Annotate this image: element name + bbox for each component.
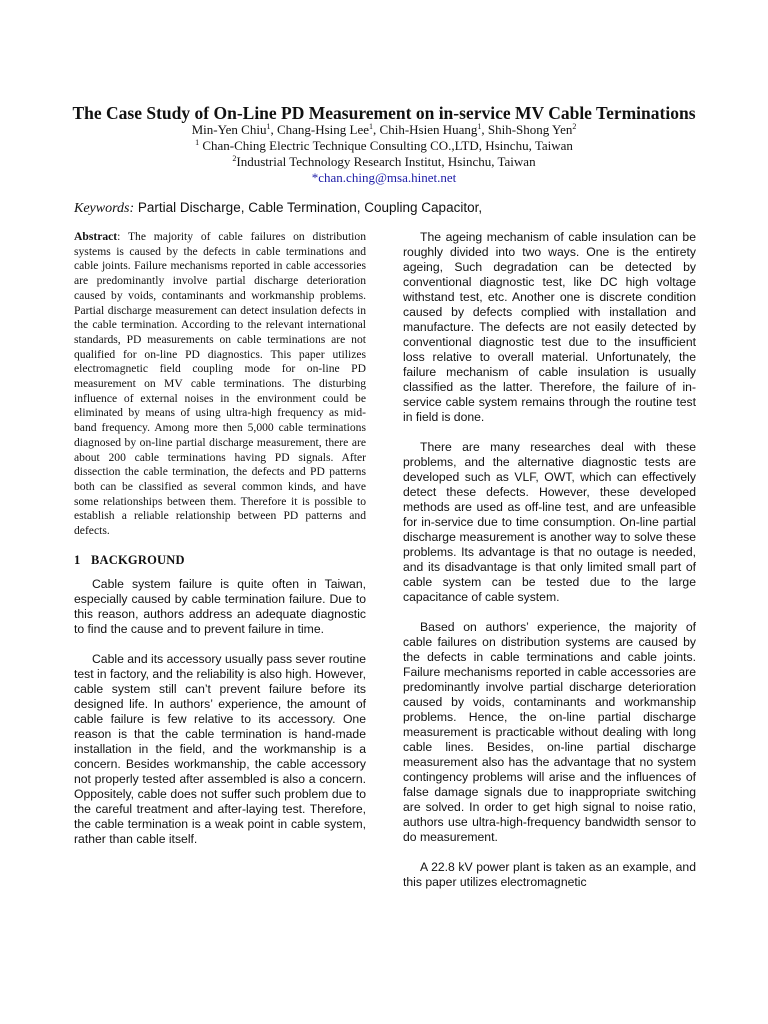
author-name: Chih-Hsien Huang: [379, 122, 478, 137]
body-paragraph: Based on authors’ experience, the majority of cable failures on distribution systems are caused by the defects in cable terminations and cable joints. Failure mechanisms reported in cable accessories are predominantly involve partial discharge deterioration caused by voids, contaminants and workmanship problems. Hence, the on-line partial discharge measurement is practicable without dealing with long cable lines. Besides, on-line partial discharge measurement also has the advantage that no system contingency problems will arise and the influences of false damage signals due to inappropriate switching are solved. In order to get high signal to noise ratio, authors use ultra-high-frequency bandwidth sensor to do measurement.: [403, 620, 696, 844]
section-number: 1: [74, 552, 81, 567]
affiliation-line: [0, 138, 768, 154]
spacer: [74, 637, 366, 652]
affiliation-text: Chan-Ching Electric Technique Consulting CO.,LTD, Hsinchu, Taiwan: [199, 138, 573, 153]
paper-title: The Case Study of On-Line PD Measurement on in-service MV Cable Terminations: [72, 103, 696, 123]
section-heading: [74, 550, 366, 570]
spacer: [403, 425, 696, 440]
spacer: [74, 570, 366, 577]
body-paragraph: A 22.8 kV power plant is taken as an example, and this paper utilizes electromagnetic: [403, 860, 696, 889]
body-paragraph: Cable system failure is quite often in Taiwan, especially caused by cable termination failure. Due to this reason, authors address an adequate diagnostic to find the cause and to prevent failure in time.: [74, 576, 366, 636]
author-name: Chang-Hsing Lee: [276, 122, 370, 137]
body-paragraph: Cable and its accessory usually pass sever routine test in factory, and the reliability is also high. However, cable system still can’t prevent failure before its designed life. In authors’ experience, the amount of cable failure is few relative to its accessory. One reason is that the cable termination is hand-made installation in the field, and the workmanship is a concern. Besides workmanship, the cable accessory not properly tested after assembled is also a concern. Oppositely, cable does not suffer such problem due to the careful treatment and after-laying test. Therefore, the cable termination is a weak point in cable system, rather than cable itself.: [74, 651, 366, 846]
contact-email: *chan.ching@msa.hinet.net: [311, 170, 457, 185]
body-paragraph: There are many researches deal with these problems, and the alternative diagnostic tests are developed such as VLF, OWT, which can effectively detect these defects. However, these developed methods are used as off-line test, and are unfeasible for in-service due to time consumption. On-line partial discharge measurement is another way to solve these problems. Its advantage is that no outage is needed, and its disadvantage is that only limited small part of cable system can be tested due to the large capacitance of cable system.: [403, 440, 696, 604]
abstract: [74, 230, 366, 539]
spacer: [403, 845, 696, 860]
affiliation-mark: 2: [232, 154, 237, 163]
affiliation-mark: 2: [572, 122, 577, 131]
spacer: [403, 605, 696, 620]
keywords-text: Partial Discharge, Cable Termination, Coupling Capacitor,: [134, 200, 483, 215]
affiliation-mark: 1: [195, 138, 200, 147]
affiliation-text: Industrial Technology Research Institut, Hsinchu, Taiwan: [236, 154, 536, 169]
abstract-label: Abstract: [74, 230, 118, 243]
affiliation-mark: 1: [266, 122, 271, 131]
affiliation-line: [0, 154, 768, 170]
keywords-label: Keywords:: [74, 201, 135, 216]
right-column: [403, 230, 696, 890]
section-title: BACKGROUND: [91, 552, 185, 567]
author-line: Min-Yen Chiu$^1$, Chang-Hsing Lee$^1$, Chih-Hsien Huang$^1$, Shih-Shong Yen$^2$: [191, 122, 577, 137]
author-name: Shih-Shong Yen: [487, 122, 573, 137]
keywords-line: [74, 199, 482, 218]
body-paragraph: The ageing mechanism of cable insulation can be roughly divided into two ways. One is the entirety ageing, Such degradation can be detected by conventional diagnostic test, like DC high voltage withstand test, etc. Another one is discrete condition caused by defects complied with installation and manufacture. The defects are not easily detected by conventional diagnostic test due to the insufficient loss relative to overall material. Unfortunately, the failure mechanism of cable insulation is usually classified as the latter. Therefore, the failure of in-service cable system remains through the routine test in field is done.: [403, 230, 696, 424]
affiliation-mark: 1: [477, 122, 482, 131]
affiliation-mark: 1: [369, 122, 374, 131]
abstract-text: : The majority of cable failures on distribution systems is caused by the defects in cable terminations and cable joints. Failure mechanisms reported in cable accessories are predominantly involve partial discharge deterioration caused by voids, contaminants and workmanship problems. Partial discharge measurement can detect insulation defects in the cable termination. According to the relevant international standards, PD measurements on cable terminations are not qualified for on-line PD diagnostics. This paper utilizes electromagnetic field coupling mode for on-line PD measurement on MV cable terminations. The disturbing influence of external noises in the environment could be eliminated by means of using ultra-high frequency as mid-band frequency. Among more then 5,000 cable terminations diagnosed by on-line partial discharge measurement, there are about 200 cable terminations having PD signals. After dissection the cable termination, the defects and PD patterns both can be classified as several common kinds, and have some relationships between them. Therefore it is possible to establish a reliable relationship between PD patterns and defects.: [74, 230, 366, 538]
author-name: Min-Yen Chiu: [191, 122, 267, 137]
left-column: [74, 230, 366, 847]
author-block: [0, 122, 768, 186]
